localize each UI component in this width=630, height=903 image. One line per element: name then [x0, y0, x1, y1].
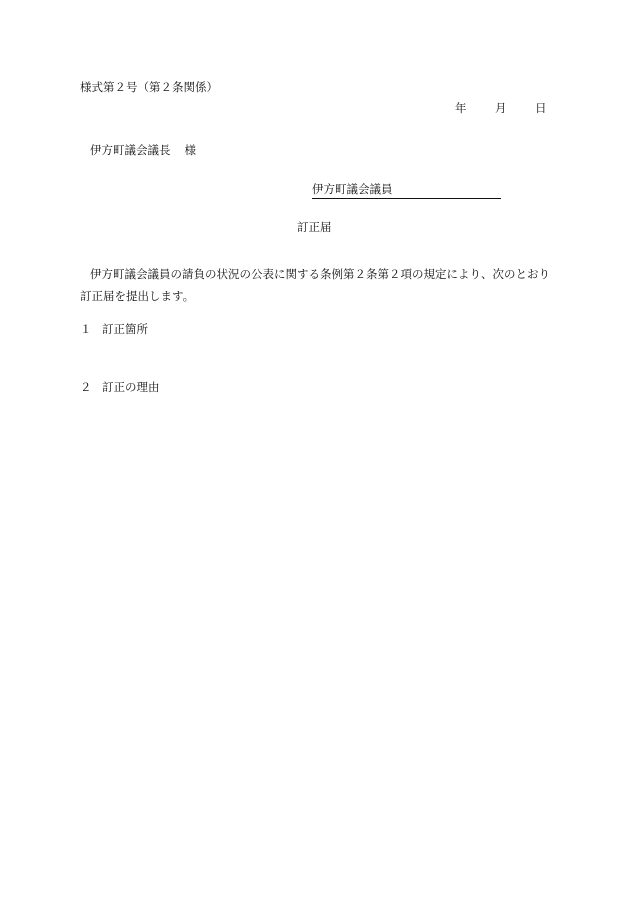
- item-number: １: [80, 322, 92, 336]
- date-line: [455, 103, 547, 115]
- body-paragraph: 伊方町議会議員の請負の状況の公表に関する条例第２条第２項の規定により、次のとおり訂正届を提出します。: [80, 267, 550, 303]
- addressee: [90, 145, 196, 157]
- submitter-line: [312, 184, 501, 199]
- addressee-honorific: 様: [184, 143, 196, 157]
- date-month-label: 月: [495, 101, 507, 115]
- item-label: 訂正箇所: [102, 322, 148, 336]
- date-day-label: 日: [535, 101, 547, 115]
- document-title: 訂正届: [297, 220, 332, 234]
- item-correction-location: [80, 324, 148, 336]
- submitter-label: 伊方町議会議員: [312, 182, 393, 196]
- item-label: 訂正の理由: [102, 380, 160, 394]
- item-number: ２: [80, 380, 92, 394]
- date-year-label: 年: [455, 101, 467, 115]
- addressee-name: 伊方町議会議長: [90, 143, 171, 157]
- item-correction-reason: [80, 382, 160, 394]
- form-number: 様式第２号（第２条関係）: [80, 80, 218, 94]
